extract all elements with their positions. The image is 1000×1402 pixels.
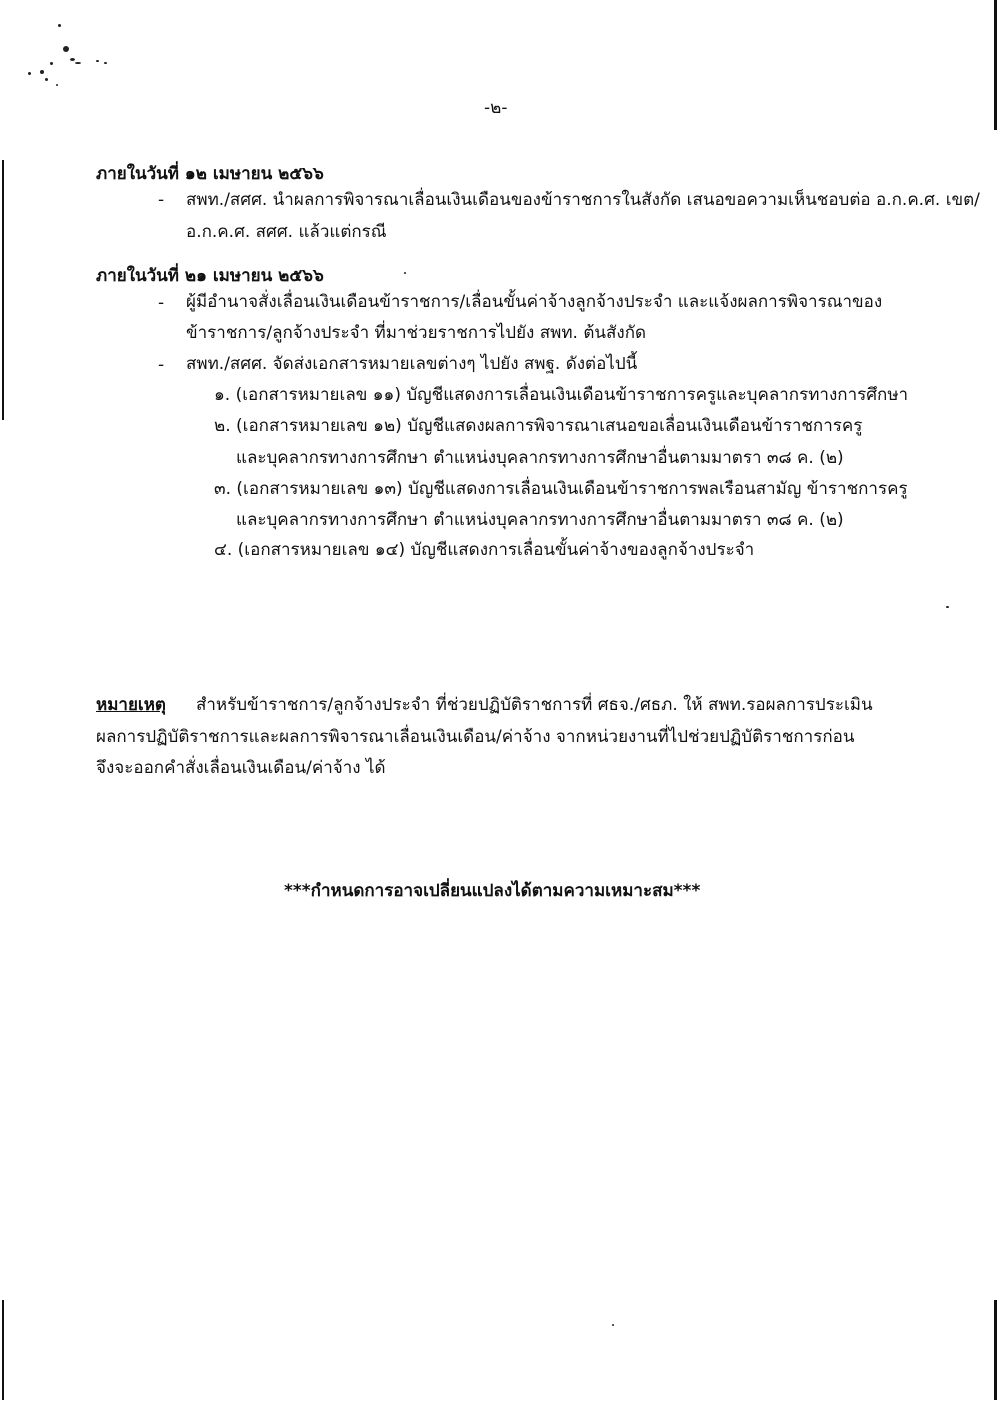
remark-label: หมายเหตุ xyxy=(96,695,166,715)
bullet-dash: - xyxy=(158,190,165,210)
remark-text-line: จึงจะออกคำสั่งเลื่อนเงินเดือน/ค่าจ้าง ได้ xyxy=(96,758,386,778)
remark-text-line: สำหรับข้าราชการ/ลูกจ้างประจำ ที่ช่วยปฏิบัติราชการที่ ศธจ./ศธภ. ให้ สพท.รอผลการประเมิน xyxy=(196,695,873,715)
document-list-item: ๑. (เอกสารหมายเลข ๑๑) บัญชีแสดงการเลื่อนเงินเดือนข้าราชการครูและบุคลากรทางการศึกษา xyxy=(214,385,909,405)
bullet-text-line: อ.ก.ค.ศ. สศศ. แล้วแต่กรณี xyxy=(186,222,387,242)
date-heading: ภายในวันที่ ๒๑ เมษายน ๒๕๖๖ xyxy=(96,266,324,286)
schedule-change-note: ***กำหนดการอาจเปลี่ยนแปลงได้ตามความเหมาะสม*** xyxy=(284,881,701,901)
bullet-text-line: สพท./สศศ. นำผลการพิจารณาเลื่อนเงินเดือนของข้าราชการในสังกัด เสนอขอความเห็นชอบต่อ อ.ก.ค.ศ. เขต/ xyxy=(186,190,980,210)
page-number: -๒- xyxy=(484,98,508,118)
bullet-dash: - xyxy=(158,355,165,375)
document-list-item: ๓. (เอกสารหมายเลข ๑๓) บัญชีแสดงการเลื่อนเงินเดือนข้าราชการพลเรือนสามัญ ข้าราชการครู xyxy=(214,479,908,499)
document-list-item: ๔. (เอกสารหมายเลข ๑๔) บัญชีแสดงการเลื่อนขั้นค่าจ้างของลูกจ้างประจำ xyxy=(214,540,755,560)
document-list-item-continued: และบุคลากรทางการศึกษา ตำแหน่งบุคลากรทางการศึกษาอื่นตามมาตรา ๓๘ ค. (๒) xyxy=(236,510,844,530)
document-list-item-continued: และบุคลากรทางการศึกษา ตำแหน่งบุคลากรทางการศึกษาอื่นตามมาตรา ๓๘ ค. (๒) xyxy=(236,448,844,468)
bullet-dash: - xyxy=(158,293,165,313)
remark-text-line: ผลการปฏิบัติราชการและผลการพิจารณาเลื่อนเงินเดือน/ค่าจ้าง จากหน่วยงานที่ไปช่วยปฏิบัติราชการก่อน xyxy=(96,727,855,747)
date-heading: ภายในวันที่ ๑๒ เมษายน ๒๕๖๖ xyxy=(96,164,324,184)
bullet-text-line: ผู้มีอำนาจสั่งเลื่อนเงินเดือนข้าราชการ/เลื่อนขั้นค่าจ้างลูกจ้างประจำ และแจ้งผลการพิจารณาของ xyxy=(186,292,883,312)
bullet-text-line: สพท./สศศ. จัดส่งเอกสารหมายเลขต่างๆ ไปยัง สพฐ. ดังต่อไปนี้ xyxy=(186,354,638,374)
document-list-item: ๒. (เอกสารหมายเลข ๑๒) บัญชีแสดงผลการพิจารณาเสนอขอเลื่อนเงินเดือนข้าราชการครู xyxy=(214,416,863,436)
bullet-text-line: ข้าราชการ/ลูกจ้างประจำ ที่มาช่วยราชการไปยัง สพท. ต้นสังกัด xyxy=(186,323,647,343)
